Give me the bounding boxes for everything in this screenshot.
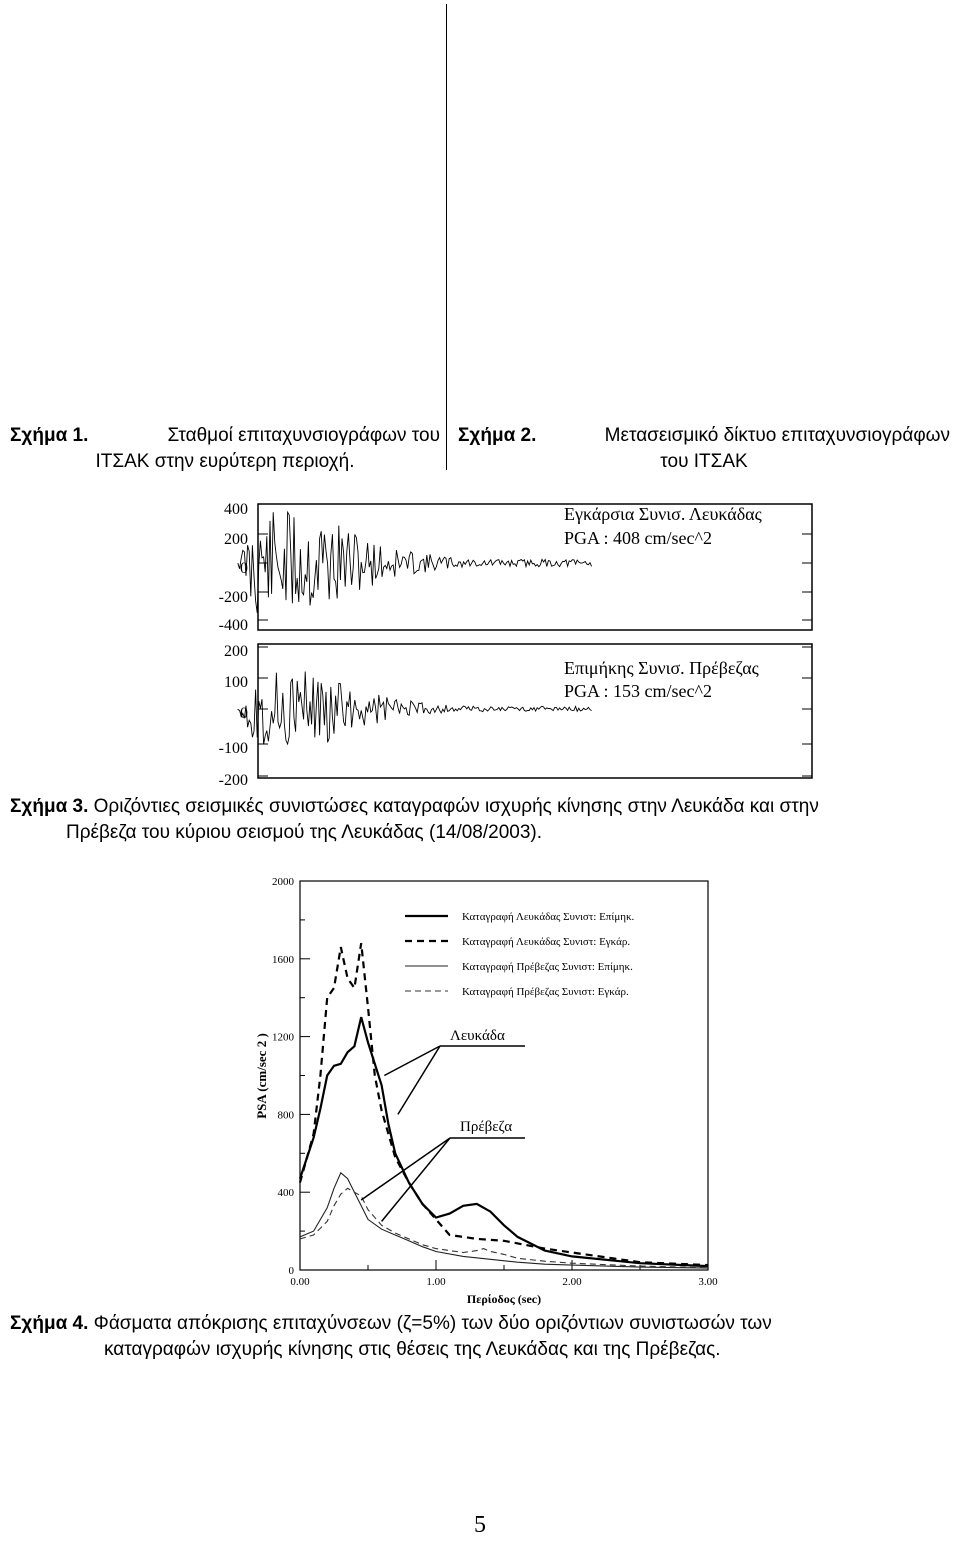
series-line-3: [300, 1173, 708, 1268]
x-tick-label: 0.00: [290, 1276, 310, 1288]
figure1-caption: [10, 423, 440, 475]
top-panel-tick-minus400: -400: [218, 617, 248, 634]
figure4-label: Σχήμα 4.: [10, 1313, 89, 1334]
series-line-1: [300, 1017, 708, 1266]
legend-label-4: Καταγραφή Πρέβεζας Συνιστ: Εγκάρ.: [462, 986, 629, 998]
top-panel-title: Εγκάρσια Συνισ. Λευκάδας: [564, 504, 762, 524]
figure1-caption-line2: ΙΤΣΑΚ στην ευρύτερη περιοχή.: [95, 451, 355, 472]
annotation-preveza-pointer-1: [361, 1138, 450, 1200]
figure2-caption-line1: Μετασεισμικό δίκτυο επιταχυνσιογράφων: [604, 425, 950, 446]
top-panel-pga: PGA : 408 cm/sec^2: [564, 528, 712, 548]
legend-label-1: Καταγραφή Λευκάδας Συνιστ: Επίμηκ.: [462, 911, 635, 923]
figure3-label: Σχήμα 3.: [10, 796, 89, 817]
x-axis-label: Περίοδος (sec): [466, 1292, 542, 1306]
annotation-preveza-pointer-2: [382, 1138, 450, 1221]
figure2-caption: [458, 423, 950, 475]
bottom-panel-tick-100: 100: [224, 674, 248, 691]
figure4-caption-line1: Φάσματα απόκρισης επιταχύνσεων (ζ=5%) των δύο οριζόντιων συνιστωσών των: [93, 1313, 772, 1334]
seismogram-panels: [238, 504, 812, 778]
y-tick-label: 2000: [272, 876, 294, 888]
y-tick-label: 1200: [272, 1031, 294, 1044]
bottom-panel-tick-minus200: -200: [218, 772, 248, 789]
figure2-label: Σχήμα 2.: [458, 425, 537, 446]
series-line-4: [300, 1188, 708, 1267]
y-tick-label: 0: [288, 1265, 294, 1277]
annotation-lefkada-pointer-2: [398, 1046, 440, 1114]
bottom-panel-title: Επιμήκης Συνισ. Πρέβεζας: [564, 658, 759, 678]
bottom-panel-tick-0: 0: [240, 705, 248, 722]
figure-divider: [446, 4, 447, 470]
top-panel-tick-200: 200: [224, 531, 248, 548]
figure3-caption-line2: Πρέβεζα του κύριου σεισμού της Λευκάδας (14/08/2003).: [66, 822, 543, 843]
y-tick-label: 800: [277, 1109, 294, 1122]
chart-plot-area: [254, 876, 718, 1306]
figure4-caption: [10, 1311, 950, 1363]
top-panel-tick-0: 0: [240, 560, 248, 577]
legend-label-3: Καταγραφή Πρέβεζας Συνιστ: Επίμηκ.: [462, 961, 633, 973]
figure3-caption-line1: Οριζόντιες σεισμικές συνιστώσες καταγραφών ισχυρής κίνησης στην Λευκάδα και στην: [93, 796, 819, 817]
page-number: 5: [474, 1512, 486, 1538]
legend-label-2: Καταγραφή Λευκάδας Συνιστ: Εγκάρ.: [462, 936, 631, 948]
y-tick-label: 400: [277, 1187, 294, 1200]
figure4-chart: [0, 868, 960, 1310]
y-tick-label: 1600: [272, 953, 294, 966]
x-tick-label: 1.00: [426, 1276, 446, 1288]
x-tick-label: 2.00: [562, 1276, 582, 1288]
figure4-caption-line2: καταγραφών ισχυρής κίνησης στις θέσεις της Λευκάδας και της Πρέβεζας.: [104, 1339, 721, 1360]
figure3-caption: [10, 794, 950, 846]
bottom-panel-tick-minus100: -100: [218, 740, 248, 757]
top-panel-tick-minus200: -200: [218, 589, 248, 606]
top-panel-tick-400: 400: [224, 501, 248, 518]
top-seismogram-trace: [238, 512, 592, 613]
figure1-label: Σχήμα 1.: [10, 425, 89, 446]
y-axis-label: PSA (cm/sec 2 ): [254, 1033, 269, 1119]
annotation-lefkada: Λευκάδα: [450, 1028, 505, 1044]
annotation-preveza: Πρέβεζα: [460, 1119, 513, 1135]
figure1-caption-line1: Σταθμοί επιταχυνσιογράφων του: [167, 425, 440, 446]
bottom-seismogram-trace: [238, 672, 592, 745]
bottom-panel-tick-200: 200: [224, 643, 248, 660]
figure3-seismograms: [0, 490, 960, 790]
figure2-caption-line2: του ΙΤΣΑΚ: [660, 451, 748, 472]
x-tick-label: 3.00: [698, 1276, 718, 1288]
bottom-panel-pga: PGA : 153 cm/sec^2: [564, 681, 712, 701]
